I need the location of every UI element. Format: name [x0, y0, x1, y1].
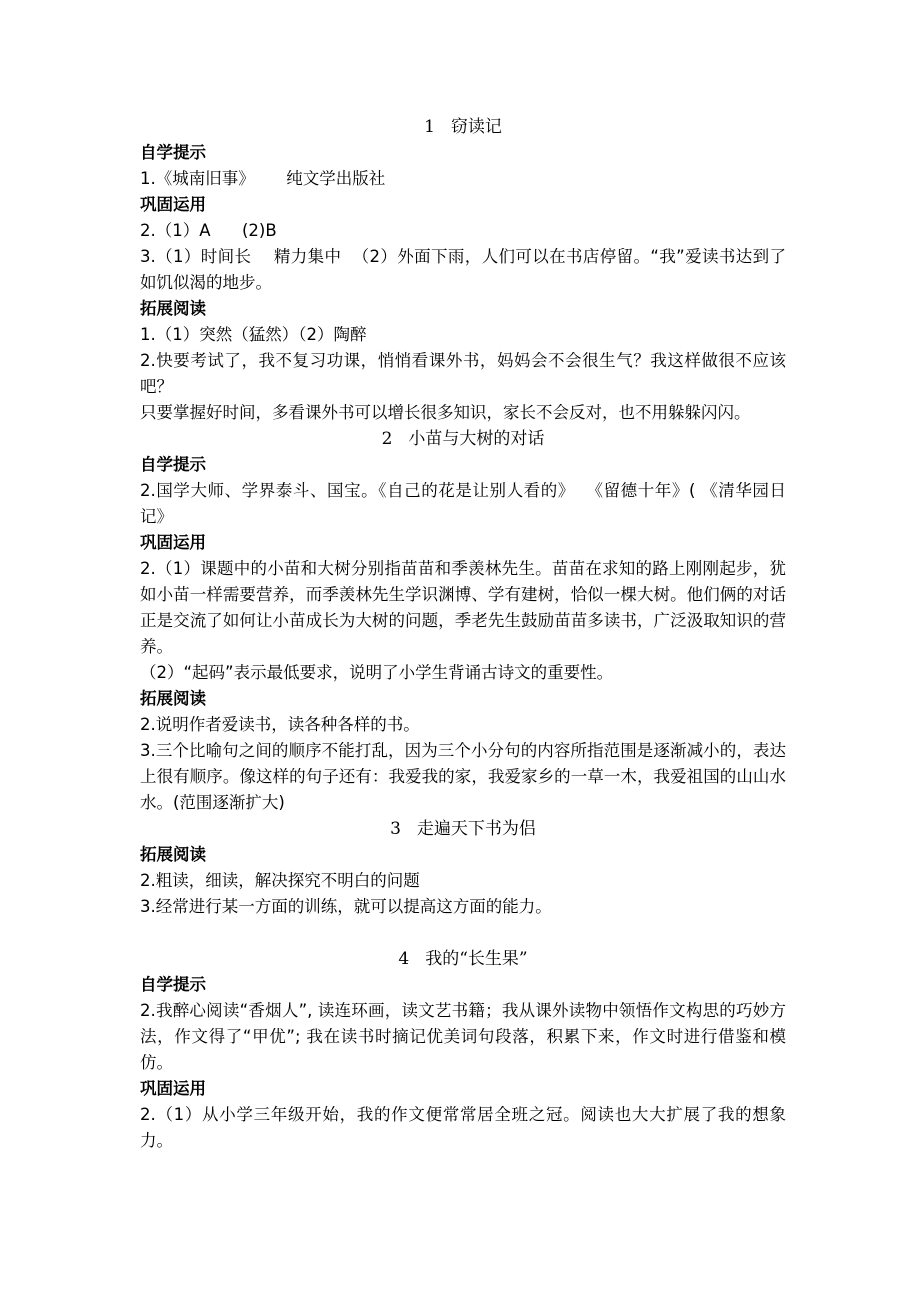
- answer-paragraph: 1.《城南旧事》 纯文学出版社: [140, 169, 386, 188]
- answer-paragraph: 2.说明作者爱读书，读各种各样的书。: [140, 715, 420, 734]
- lesson-title: 2 小苗与大树的对话: [381, 429, 545, 449]
- answer-paragraph: 2.粗读，细读，解决探究不明白的问题: [140, 871, 420, 890]
- answer-paragraph: 1.（1）突然（猛然）（2）陶醉: [140, 325, 367, 344]
- lesson-title: 4 我的“长生果”: [398, 949, 528, 969]
- lesson-title: 1 窃读记: [424, 117, 502, 137]
- section-heading: 拓展阅读: [140, 689, 206, 708]
- section-heading: 巩固运用: [140, 1079, 206, 1098]
- document-page: [140, 112, 786, 1154]
- lesson-title: 3 走遍天下书为侣: [390, 819, 536, 839]
- answer-paragraph: 2.（1）从小学三年级开始，我的作文便常常居全班之冠。阅读也大大扩展了我的想象力。: [140, 1105, 786, 1150]
- section-heading: 自学提示: [140, 455, 206, 474]
- blank-line: [140, 920, 786, 946]
- answer-paragraph: 3.三个比喻句之间的顺序不能打乱，因为三个小分句的内容所指范围是逐渐减小的，表达上很有顺序。像这样的句子还有：我爱我的家，我爱家乡的一草一木，我爱祖国的山山水水。(范围逐渐扩大): [140, 741, 786, 812]
- answer-paragraph: 3.经常进行某一方面的训练，就可以提高这方面的能力。: [140, 897, 552, 916]
- answer-paragraph: （2）“起码”表示最低要求，说明了小学生背诵古诗文的重要性。: [140, 663, 614, 682]
- answer-paragraph: 2.快要考试了，我不复习功课，悄悄看课外书，妈妈会不会很生气？我这样做很不应该吧？: [140, 351, 786, 396]
- answer-paragraph: 只要掌握好时间，多看课外书可以增长很多知识，家长不会反对，也不用躲躲闪闪。: [140, 403, 751, 422]
- section-heading: 拓展阅读: [140, 845, 206, 864]
- answer-paragraph: 2.（1）课题中的小苗和大树分别指苗苗和季羡林先生。苗苗在求知的路上刚刚起步，犹如小苗一样需要营养，而季羡林先生学识渊博、学有建树，恰似一棵大树。他们俩的对话正是交流了如何让小苗成长为大树的问题，季老先生鼓励苗苗多读书，广泛汲取知识的营养。: [140, 559, 786, 656]
- section-heading: 巩固运用: [140, 195, 206, 214]
- answer-paragraph: 2.我醉心阅读“香烟人”, 读连环画，读文艺书籍；我从课外读物中领悟作文构思的巧妙方法，作文得了“甲优”; 我在读书时摘记优美词句段落，积累下来，作文时进行借鉴和模仿。: [140, 1001, 786, 1072]
- answer-paragraph: 2.国学大师、学界泰斗、国宝。《自己的花是让别人看的》 《留德十年》( 《清华园日记》: [140, 481, 786, 526]
- answer-paragraph: 3.（1）时间长 精力集中 （2）外面下雨，人们可以在书店停留。“我”爱读书达到了如饥似渴的地步。: [140, 247, 786, 292]
- section-heading: 自学提示: [140, 143, 206, 162]
- answer-paragraph: 2.（1）A (2)B: [140, 221, 277, 240]
- section-heading: 自学提示: [140, 975, 206, 994]
- section-heading: 巩固运用: [140, 533, 206, 552]
- section-heading: 拓展阅读: [140, 299, 206, 318]
